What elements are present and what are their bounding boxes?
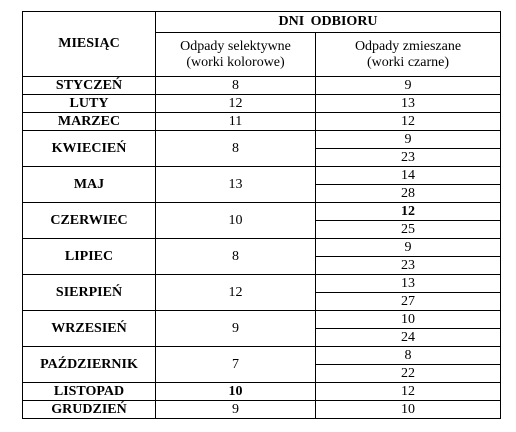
mixed-day-cell: 13 (316, 95, 501, 113)
table-row (23, 239, 501, 257)
mixed-day-cell: 25 (316, 221, 501, 239)
selective-day-cell: 7 (156, 347, 316, 383)
mixed-day-cell: 27 (316, 293, 501, 311)
month-column-header: MIESIĄC (23, 12, 156, 77)
selective-day-cell: 9 (156, 401, 316, 419)
table-row (23, 383, 501, 401)
table-row (23, 275, 501, 293)
month-cell: SIERPIEŃ (23, 275, 156, 311)
month-cell: WRZESIEŃ (23, 311, 156, 347)
mixed-day-cell: 28 (316, 185, 501, 203)
month-cell: MAJ (23, 167, 156, 203)
table-row (23, 401, 501, 419)
table-row (23, 113, 501, 131)
collection-schedule-table (22, 11, 501, 419)
selective-day-cell: 10 (156, 383, 316, 401)
mixed-day-cell: 10 (316, 311, 501, 329)
mixed-day-cell: 12 (316, 113, 501, 131)
selective-day-cell: 13 (156, 167, 316, 203)
mixed-day-cell: 8 (316, 347, 501, 365)
month-cell: CZERWIEC (23, 203, 156, 239)
selective-day-cell: 9 (156, 311, 316, 347)
month-cell: KWIECIEŃ (23, 131, 156, 167)
table-row (23, 95, 501, 113)
selective-day-cell: 8 (156, 239, 316, 275)
month-cell: LISTOPAD (23, 383, 156, 401)
mixed-day-cell: 9 (316, 239, 501, 257)
month-cell: LUTY (23, 95, 156, 113)
table-row (23, 203, 501, 221)
mixed-waste-header (316, 33, 501, 77)
table-row (23, 347, 501, 365)
month-cell: PAŹDZIERNIK (23, 347, 156, 383)
month-cell: MARZEC (23, 113, 156, 131)
selective-day-cell: 10 (156, 203, 316, 239)
mixed-day-cell: 22 (316, 365, 501, 383)
selective-day-cell: 8 (156, 77, 316, 95)
selective-waste-bags-label: (worki kolorowe) (186, 54, 285, 70)
table-row (23, 131, 501, 149)
mixed-day-cell: 23 (316, 257, 501, 275)
selective-day-cell: 12 (156, 275, 316, 311)
selective-waste-label: Odpady selektywne (180, 38, 291, 54)
mixed-waste-bags-label: (worki czarne) (367, 54, 450, 70)
table-row (23, 77, 501, 95)
mixed-day-cell: 14 (316, 167, 501, 185)
mixed-waste-label: Odpady zmieszane (354, 38, 462, 54)
month-cell: STYCZEŃ (23, 77, 156, 95)
mixed-day-cell: 9 (316, 77, 501, 95)
selective-day-cell: 11 (156, 113, 316, 131)
mixed-day-cell: 23 (316, 149, 501, 167)
mixed-day-cell: 13 (316, 275, 501, 293)
selective-waste-header (156, 33, 316, 77)
month-cell: LIPIEC (23, 239, 156, 275)
mixed-day-cell: 12 (316, 383, 501, 401)
selective-day-cell: 8 (156, 131, 316, 167)
month-cell: GRUDZIEŃ (23, 401, 156, 419)
mixed-day-cell: 12 (316, 203, 501, 221)
mixed-day-cell: 24 (316, 329, 501, 347)
table-row (23, 311, 501, 329)
table-row (23, 167, 501, 185)
mixed-day-cell: 10 (316, 401, 501, 419)
collection-days-header: DNI ODBIORU (156, 12, 501, 33)
mixed-day-cell: 9 (316, 131, 501, 149)
selective-day-cell: 12 (156, 95, 316, 113)
